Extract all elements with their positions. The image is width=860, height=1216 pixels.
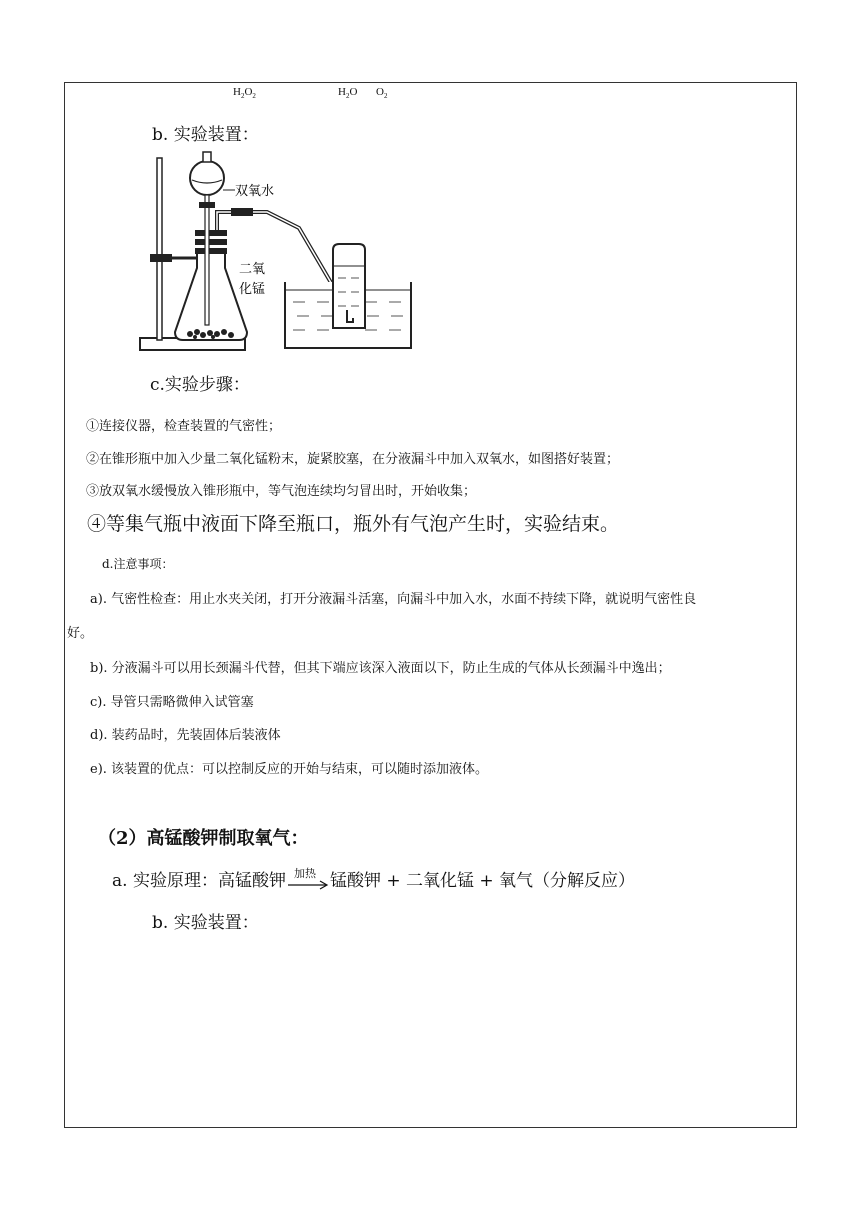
note-a-continued: 好。	[67, 626, 94, 641]
step-3: ③放双氧水缓慢放入锥形瓶中，等气泡连续均匀冒出时，开始收集；	[86, 484, 477, 499]
note-b: b). 分液漏斗可以用长颈漏斗代替，但其下端应该深入液面以下，防止生成的气体从长颈漏斗中逸出；	[90, 661, 671, 676]
right-arrow-icon	[286, 873, 330, 891]
steps-heading-c: c.实验步骤：	[150, 375, 250, 395]
heating-arrow-label: 加热	[293, 866, 316, 880]
label-mno2-line2: 化锰	[239, 282, 266, 297]
note-e: e). 该装置的优点：可以控制反应的开始与结束，可以随时添加液体。	[90, 762, 489, 777]
step-2: ②在锥形瓶中加入少量二氧化锰粉末，旋紧胶塞，在分液漏斗中加入双氧水，如图搭好装置；	[86, 452, 620, 467]
formula-reactant: $H_2O_2$	[233, 86, 256, 101]
apparatus-heading-b2: b. 实验装置：	[152, 913, 259, 933]
note-d: d). 装药品时，先装固体后装液体	[90, 728, 281, 743]
note-a: a). 气密性检查：用止水夹关闭，打开分液漏斗活塞，向漏斗中加入水，水面不持续下降，就说明气密性良	[90, 592, 697, 607]
section2-title: （2）高锰酸钾制取氧气：	[98, 828, 309, 849]
notes-heading-d: d.注意事项：	[102, 557, 174, 571]
formula-product-oxygen: $O_2$	[376, 86, 388, 101]
formula-product-water: $H_2O$	[338, 86, 358, 101]
principle-line	[112, 866, 635, 891]
principle-suffix: 锰酸钾 + 二氧化锰 + 氧气（分解反应）	[329, 871, 636, 891]
heating-arrow	[286, 866, 330, 891]
principle-prefix: a. 实验原理：高锰酸钾	[112, 871, 286, 891]
label-h2o2: 双氧水	[235, 184, 275, 199]
h2o2-apparatus-diagram	[135, 150, 415, 355]
apparatus-heading-b: b. 实验装置：	[152, 125, 259, 145]
label-mno2-line1: 二氧	[239, 262, 266, 277]
note-c: c). 导管只需略微伸入试管塞	[90, 695, 254, 710]
step-4: ④等集气瓶中液面下降至瓶口，瓶外有气泡产生时，实验结束。	[87, 513, 620, 535]
step-1: ①连接仪器，检查装置的气密性；	[86, 419, 282, 434]
